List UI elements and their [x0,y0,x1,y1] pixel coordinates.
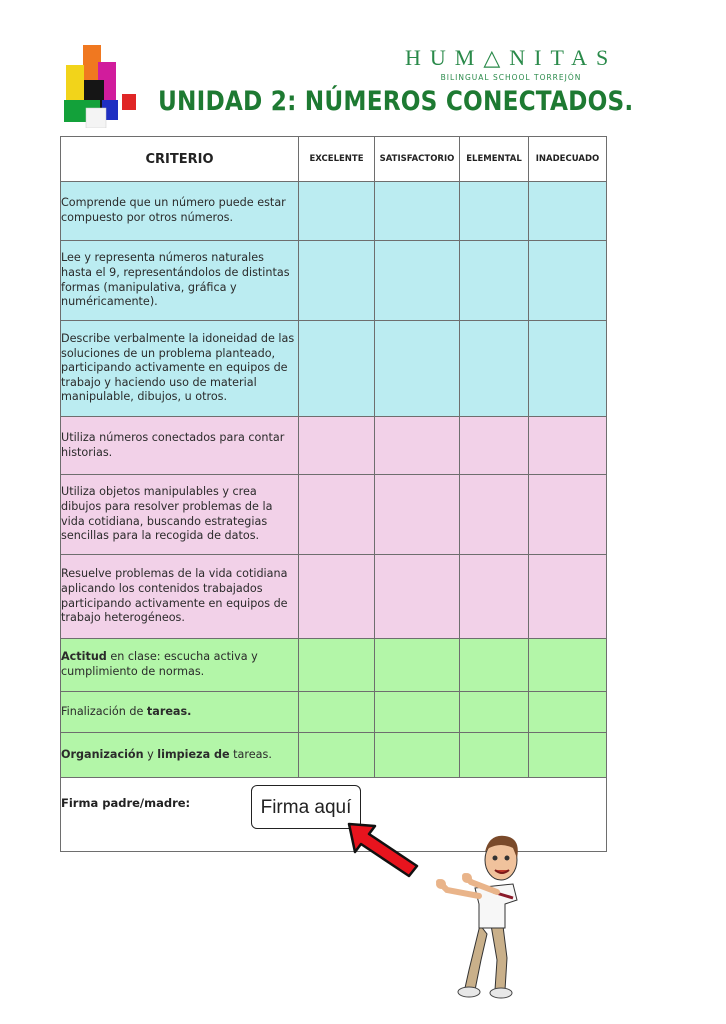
cell-elemental[interactable] [460,475,529,555]
cell-excelente[interactable] [299,182,375,241]
table-row [61,639,607,692]
logo-subtitle: BILINGUAL SCHOOL TORREJÓN [440,73,582,82]
criterion-rest: en clase: escucha activa y cumplimiento de normas. [61,650,258,678]
criterion-rest: y [143,747,158,761]
cell-satisfactorio[interactable] [375,417,460,475]
cell-inadecuado[interactable] [529,475,607,555]
cell-elemental[interactable] [460,241,529,321]
cell-inadecuado[interactable] [529,555,607,639]
header-excelente: EXCELENTE [299,137,375,182]
criterion-text: Resuelve problemas de la vida cotidiana aplicando los contenidos trabajados participando activamente en equipos de trabajo heterogéneos. [61,555,299,639]
school-logo [405,46,617,82]
criterion-text [61,692,299,733]
header-criterio: CRITERIO [61,137,299,182]
cell-elemental[interactable] [460,321,529,417]
red-arrow-icon [345,820,425,880]
table-row [61,417,607,475]
cell-excelente[interactable] [299,692,375,733]
criterion-text: Describe verbalmente la idoneidad de las soluciones de un problema planteado, participando activamente en equipos de trabajo y haciendo uso de material manipulable, dibujos, u otros. [61,321,299,417]
linking-cubes-image [64,40,156,128]
cell-elemental[interactable] [460,733,529,778]
criterion-bold: Actitud [61,650,107,664]
cell-satisfactorio[interactable] [375,555,460,639]
cell-inadecuado[interactable] [529,692,607,733]
cell-excelente[interactable] [299,555,375,639]
cell-elemental[interactable] [460,555,529,639]
criterion-rest: Finalización de [61,704,147,718]
cell-excelente[interactable] [299,241,375,321]
cell-elemental[interactable] [460,692,529,733]
cell-inadecuado[interactable] [529,321,607,417]
header-satisfactorio: SATISFACTORIO [375,137,460,182]
criterion-text [61,733,299,778]
signature-label: Firma padre/madre: [61,778,607,852]
cell-excelente[interactable] [299,639,375,692]
cell-excelente[interactable] [299,733,375,778]
criterion-text: Comprende que un número puede estar compuesto por otros números. [61,182,299,241]
header-row [61,137,607,182]
cell-excelente[interactable] [299,475,375,555]
table-row [61,241,607,321]
rubric-table [60,136,607,852]
cell-inadecuado[interactable] [529,639,607,692]
cell-satisfactorio[interactable] [375,639,460,692]
criterion-bold: Organización [61,747,144,761]
teacher-avatar-image [425,830,525,1000]
table-row [61,692,607,733]
criterion-text: Lee y representa números naturales hasta el 9, representándolos de distintas formas (manipulativa, gráfica y numéricamente). [61,241,299,321]
cell-inadecuado[interactable] [529,733,607,778]
cell-satisfactorio[interactable] [375,241,460,321]
header-inadecuado: INADECUADO [529,137,607,182]
cell-satisfactorio[interactable] [375,475,460,555]
header-elemental: ELEMENTAL [460,137,529,182]
cell-inadecuado[interactable] [529,241,607,321]
table-row [61,321,607,417]
criterion-text [61,639,299,692]
cell-inadecuado[interactable] [529,417,607,475]
logo-brand: HUM△NITAS [405,45,618,70]
criterion-text: Utiliza números conectados para contar historias. [61,417,299,475]
cell-satisfactorio[interactable] [375,321,460,417]
cell-elemental[interactable] [460,417,529,475]
criterion-text: Utiliza objetos manipulables y crea dibujos para resolver problemas de la vida cotidiana, buscando estrategias sencillas para la recogida de datos. [61,475,299,555]
criterion-rest: tareas. [229,747,272,761]
criterion-bold: limpieza de [157,747,230,761]
cell-elemental[interactable] [460,639,529,692]
cell-satisfactorio[interactable] [375,692,460,733]
cell-satisfactorio[interactable] [375,733,460,778]
page-title: UNIDAD 2: NÚMEROS CONECTADOS. [158,86,634,117]
cell-satisfactorio[interactable] [375,182,460,241]
criterion-bold: tareas. [146,704,192,718]
cell-inadecuado[interactable] [529,182,607,241]
signature-box[interactable]: Firma aquí [251,785,361,829]
table-row [61,733,607,778]
cell-excelente[interactable] [299,417,375,475]
cell-elemental[interactable] [460,182,529,241]
table-row [61,182,607,241]
cell-excelente[interactable] [299,321,375,417]
table-row [61,555,607,639]
table-row [61,475,607,555]
